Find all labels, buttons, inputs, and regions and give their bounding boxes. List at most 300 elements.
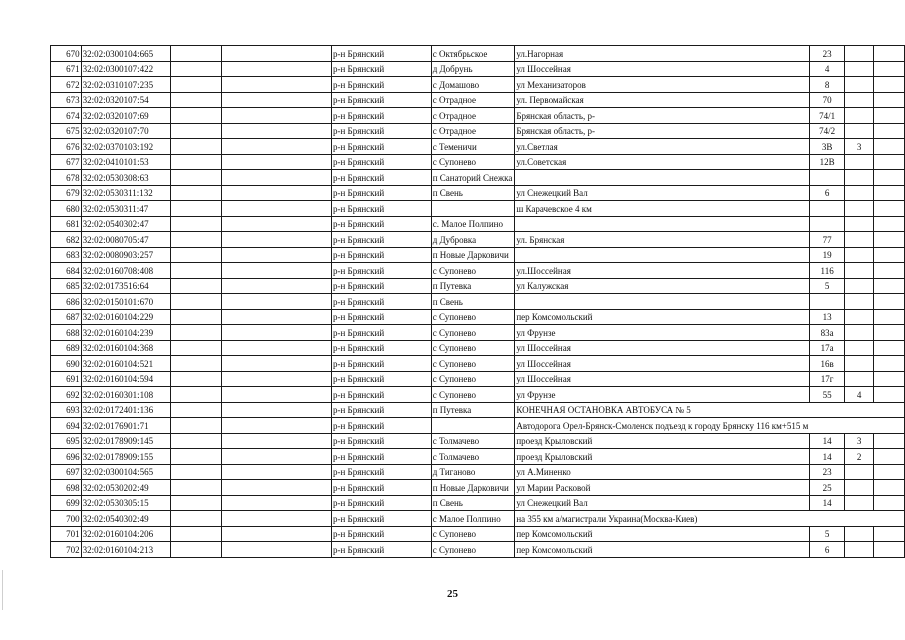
cadastral-number: 32:02:0540302:47 xyxy=(81,216,170,232)
street: ул Марии Расковой xyxy=(515,480,809,496)
apartment-number xyxy=(873,278,904,294)
district: р-н Брянский xyxy=(331,232,431,248)
street: ул Фрунзе xyxy=(515,325,809,341)
street: проезд Крыловский xyxy=(515,433,809,449)
blank-cell xyxy=(170,325,222,341)
street: пер Комсомольский xyxy=(515,526,809,542)
blank-cell xyxy=(170,123,222,139)
blank-cell xyxy=(170,170,222,186)
row-number: 683 xyxy=(51,247,82,263)
district: р-н Брянский xyxy=(331,278,431,294)
blank-cell xyxy=(170,232,222,248)
locality: с Супонево xyxy=(431,387,515,403)
apartment-number xyxy=(873,185,904,201)
building-number xyxy=(845,92,873,108)
district: р-н Брянский xyxy=(331,340,431,356)
row-number: 682 xyxy=(51,232,82,248)
district: р-н Брянский xyxy=(331,433,431,449)
address-registry-table xyxy=(50,45,905,558)
table-row xyxy=(51,387,905,403)
blank-cell xyxy=(170,278,222,294)
building-number xyxy=(845,464,873,480)
building-number xyxy=(845,356,873,372)
district: р-н Брянский xyxy=(331,46,431,62)
building-number xyxy=(845,185,873,201)
house-number xyxy=(809,201,845,217)
locality: с Толмачево xyxy=(431,449,515,465)
apartment-number xyxy=(873,464,904,480)
locality: п Санаторий Снежка xyxy=(431,170,515,186)
district: р-н Брянский xyxy=(331,108,431,124)
blank-cell xyxy=(170,154,222,170)
cadastral-number: 32:02:0160104:594 xyxy=(81,371,170,387)
apartment-number xyxy=(873,139,904,155)
locality: д Дубровка xyxy=(431,232,515,248)
street: ул Фрунзе xyxy=(515,387,809,403)
row-number: 699 xyxy=(51,495,82,511)
page-number: 25 xyxy=(447,588,458,600)
locality: с Супонево xyxy=(431,340,515,356)
table-row xyxy=(51,170,905,186)
locality: п Свень xyxy=(431,294,515,310)
cadastral-number: 32:02:0172401:136 xyxy=(81,402,170,418)
street: ул. Первомайская xyxy=(515,92,809,108)
blank-cell xyxy=(222,511,332,527)
street: ул Снежецкий Вал xyxy=(515,495,809,511)
building-number: 2 xyxy=(845,449,873,465)
building-number xyxy=(845,480,873,496)
row-number: 681 xyxy=(51,216,82,232)
street: пер Комсомольский xyxy=(515,309,809,325)
house-number xyxy=(809,216,845,232)
blank-cell xyxy=(222,170,332,186)
building-number xyxy=(845,61,873,77)
locality: с Октябрьское xyxy=(431,46,515,62)
apartment-number xyxy=(873,123,904,139)
table-row xyxy=(51,92,905,108)
house-number: 5 xyxy=(809,526,845,542)
table-row xyxy=(51,418,905,434)
row-number: 674 xyxy=(51,108,82,124)
table-row xyxy=(51,278,905,294)
cadastral-number: 32:02:0320107:70 xyxy=(81,123,170,139)
apartment-number xyxy=(873,371,904,387)
building-number xyxy=(845,402,873,418)
apartment-number xyxy=(873,92,904,108)
table-row xyxy=(51,511,905,527)
row-number: 679 xyxy=(51,185,82,201)
blank-cell xyxy=(222,371,332,387)
district: р-н Брянский xyxy=(331,495,431,511)
cadastral-number: 32:02:0410101:53 xyxy=(81,154,170,170)
blank-cell xyxy=(222,123,332,139)
blank-cell xyxy=(222,433,332,449)
locality: п Путевка xyxy=(431,402,515,418)
house-number: 83а xyxy=(809,325,845,341)
district: р-н Брянский xyxy=(331,216,431,232)
table-row xyxy=(51,123,905,139)
street: пер Комсомольский xyxy=(515,542,809,558)
building-number xyxy=(845,170,873,186)
row-number: 697 xyxy=(51,464,82,480)
blank-cell xyxy=(170,356,222,372)
row-number: 677 xyxy=(51,154,82,170)
blank-cell xyxy=(222,418,332,434)
blank-cell xyxy=(170,201,222,217)
table-row xyxy=(51,154,905,170)
blank-cell xyxy=(170,526,222,542)
apartment-number xyxy=(873,154,904,170)
blank-cell xyxy=(222,61,332,77)
apartment-number xyxy=(873,46,904,62)
blank-cell xyxy=(222,480,332,496)
street xyxy=(515,170,809,186)
table-row xyxy=(51,449,905,465)
row-number: 672 xyxy=(51,77,82,93)
street: ул Калужская xyxy=(515,278,809,294)
house-number: 3В xyxy=(809,139,845,155)
building-number xyxy=(845,154,873,170)
street: Брянская область, р- xyxy=(515,123,809,139)
table-row xyxy=(51,542,905,558)
apartment-number xyxy=(873,511,904,527)
locality: с Супонево xyxy=(431,371,515,387)
table-row xyxy=(51,294,905,310)
blank-cell xyxy=(170,216,222,232)
district: р-н Брянский xyxy=(331,294,431,310)
cadastral-number: 32:02:0178909:145 xyxy=(81,433,170,449)
street: на 355 км а/магистрали Украина(Москва-Киев) xyxy=(515,511,809,527)
blank-cell xyxy=(170,61,222,77)
district: р-н Брянский xyxy=(331,464,431,480)
blank-cell xyxy=(222,201,332,217)
building-number xyxy=(845,46,873,62)
apartment-number xyxy=(873,232,904,248)
blank-cell xyxy=(222,92,332,108)
house-number xyxy=(809,294,845,310)
apartment-number xyxy=(873,294,904,310)
blank-cell xyxy=(170,402,222,418)
building-number xyxy=(845,123,873,139)
building-number xyxy=(845,216,873,232)
cadastral-number: 32:02:0160301:108 xyxy=(81,387,170,403)
table-row xyxy=(51,139,905,155)
street xyxy=(515,247,809,263)
district: р-н Брянский xyxy=(331,542,431,558)
table-row xyxy=(51,371,905,387)
locality: с Супонево xyxy=(431,263,515,279)
blank-cell xyxy=(170,340,222,356)
locality: с Супонево xyxy=(431,542,515,558)
street: ш Карачевское 4 км xyxy=(515,201,809,217)
locality: с Домашово xyxy=(431,77,515,93)
blank-cell xyxy=(222,185,332,201)
street: ул Механизаторов xyxy=(515,77,809,93)
apartment-number xyxy=(873,201,904,217)
row-number: 700 xyxy=(51,511,82,527)
blank-cell xyxy=(170,139,222,155)
locality xyxy=(431,418,515,434)
row-number: 698 xyxy=(51,480,82,496)
house-number: 5 xyxy=(809,278,845,294)
blank-cell xyxy=(222,139,332,155)
locality: п Новые Дарковичи xyxy=(431,247,515,263)
table-row xyxy=(51,185,905,201)
street: ул.Шоссейная xyxy=(515,263,809,279)
locality: с Супонево xyxy=(431,526,515,542)
blank-cell xyxy=(222,108,332,124)
row-number: 675 xyxy=(51,123,82,139)
building-number xyxy=(845,247,873,263)
house-number: 116 xyxy=(809,263,845,279)
apartment-number xyxy=(873,356,904,372)
street xyxy=(515,294,809,310)
street: ул Шоссейная xyxy=(515,61,809,77)
blank-cell xyxy=(222,387,332,403)
blank-cell xyxy=(222,77,332,93)
district: р-н Брянский xyxy=(331,402,431,418)
row-number: 678 xyxy=(51,170,82,186)
blank-cell xyxy=(222,309,332,325)
street: ул Шоссейная xyxy=(515,371,809,387)
building-number xyxy=(845,371,873,387)
apartment-number xyxy=(873,418,904,434)
table-row xyxy=(51,61,905,77)
blank-cell xyxy=(170,464,222,480)
row-number: 680 xyxy=(51,201,82,217)
blank-cell xyxy=(170,387,222,403)
blank-cell xyxy=(170,511,222,527)
building-number xyxy=(845,309,873,325)
table-row xyxy=(51,232,905,248)
house-number: 12В xyxy=(809,154,845,170)
locality: с Малое Полпино xyxy=(431,511,515,527)
table-row xyxy=(51,201,905,217)
cadastral-number: 32:02:0160104:229 xyxy=(81,309,170,325)
locality: д Добрунь xyxy=(431,61,515,77)
apartment-number xyxy=(873,449,904,465)
row-number: 676 xyxy=(51,139,82,155)
building-number xyxy=(845,325,873,341)
locality: с Супонево xyxy=(431,309,515,325)
row-number: 687 xyxy=(51,309,82,325)
blank-cell xyxy=(170,371,222,387)
table-row xyxy=(51,46,905,62)
street: КОНЕЧНАЯ ОСТАНОВКА АВТОБУСА № 5 xyxy=(515,402,809,418)
cadastral-number: 32:02:0320107:54 xyxy=(81,92,170,108)
building-number xyxy=(845,340,873,356)
street: ул.Нагорная xyxy=(515,46,809,62)
building-number: 4 xyxy=(845,387,873,403)
district: р-н Брянский xyxy=(331,170,431,186)
row-number: 686 xyxy=(51,294,82,310)
building-number xyxy=(845,201,873,217)
table-row xyxy=(51,433,905,449)
house-number: 6 xyxy=(809,542,845,558)
locality: п Свень xyxy=(431,495,515,511)
district: р-н Брянский xyxy=(331,371,431,387)
district: р-н Брянский xyxy=(331,201,431,217)
row-number: 670 xyxy=(51,46,82,62)
street: Автодорога Орел-Брянск-Смоленск подъезд к городу Брянску 116 км+515 м xyxy=(515,418,809,434)
locality: с Отрадное xyxy=(431,92,515,108)
cadastral-number: 32:02:0530311:132 xyxy=(81,185,170,201)
building-number xyxy=(845,108,873,124)
district: р-н Брянский xyxy=(331,449,431,465)
street: проезд Крыловский xyxy=(515,449,809,465)
house-number: 14 xyxy=(809,433,845,449)
row-number: 685 xyxy=(51,278,82,294)
apartment-number xyxy=(873,526,904,542)
table-row xyxy=(51,263,905,279)
locality: с Супонево xyxy=(431,154,515,170)
apartment-number xyxy=(873,247,904,263)
locality: с. Малое Полпино xyxy=(431,216,515,232)
building-number xyxy=(845,278,873,294)
table-row xyxy=(51,309,905,325)
blank-cell xyxy=(222,464,332,480)
cadastral-number: 32:02:0080903:257 xyxy=(81,247,170,263)
row-number: 694 xyxy=(51,418,82,434)
blank-cell xyxy=(222,325,332,341)
street: ул.Светлая xyxy=(515,139,809,155)
house-number: 23 xyxy=(809,464,845,480)
cadastral-number: 32:02:0300104:565 xyxy=(81,464,170,480)
cadastral-number: 32:02:0160104:521 xyxy=(81,356,170,372)
house-number xyxy=(809,418,845,434)
district: р-н Брянский xyxy=(331,418,431,434)
cadastral-number: 32:02:0176901:71 xyxy=(81,418,170,434)
row-number: 690 xyxy=(51,356,82,372)
cadastral-number: 32:02:0160104:368 xyxy=(81,340,170,356)
blank-cell xyxy=(222,247,332,263)
blank-cell xyxy=(170,433,222,449)
row-number: 688 xyxy=(51,325,82,341)
apartment-number xyxy=(873,433,904,449)
house-number xyxy=(809,170,845,186)
street: ул.Советская xyxy=(515,154,809,170)
district: р-н Брянский xyxy=(331,139,431,155)
apartment-number xyxy=(873,61,904,77)
cadastral-number: 32:02:0160104:213 xyxy=(81,542,170,558)
district: р-н Брянский xyxy=(331,511,431,527)
district: р-н Брянский xyxy=(331,356,431,372)
building-number xyxy=(845,294,873,310)
house-number: 17г xyxy=(809,371,845,387)
building-number xyxy=(845,263,873,279)
blank-cell xyxy=(170,542,222,558)
district: р-н Брянский xyxy=(331,526,431,542)
district: р-н Брянский xyxy=(331,309,431,325)
house-number: 14 xyxy=(809,449,845,465)
table-row xyxy=(51,402,905,418)
blank-cell xyxy=(222,263,332,279)
blank-cell xyxy=(170,108,222,124)
building-number xyxy=(845,232,873,248)
apartment-number xyxy=(873,170,904,186)
house-number: 19 xyxy=(809,247,845,263)
locality: п Путевка xyxy=(431,278,515,294)
house-number: 16в xyxy=(809,356,845,372)
blank-cell xyxy=(170,309,222,325)
street: ул Снежецкий Вал xyxy=(515,185,809,201)
district: р-н Брянский xyxy=(331,185,431,201)
blank-cell xyxy=(222,495,332,511)
apartment-number xyxy=(873,325,904,341)
row-number: 693 xyxy=(51,402,82,418)
apartment-number xyxy=(873,309,904,325)
cadastral-number: 32:02:0160104:206 xyxy=(81,526,170,542)
street xyxy=(515,216,809,232)
cadastral-number: 32:02:0300104:665 xyxy=(81,46,170,62)
cadastral-number: 32:02:0080705:47 xyxy=(81,232,170,248)
house-number: 77 xyxy=(809,232,845,248)
blank-cell xyxy=(170,185,222,201)
blank-cell xyxy=(170,92,222,108)
apartment-number xyxy=(873,216,904,232)
cadastral-number: 32:02:0160708:408 xyxy=(81,263,170,279)
apartment-number xyxy=(873,108,904,124)
cadastral-number: 32:02:0530202:49 xyxy=(81,480,170,496)
house-number: 6 xyxy=(809,185,845,201)
building-number: 3 xyxy=(845,433,873,449)
blank-cell xyxy=(170,418,222,434)
row-number: 696 xyxy=(51,449,82,465)
district: р-н Брянский xyxy=(331,61,431,77)
blank-cell xyxy=(170,480,222,496)
district: р-н Брянский xyxy=(331,247,431,263)
house-number: 8 xyxy=(809,77,845,93)
district: р-н Брянский xyxy=(331,263,431,279)
table-row xyxy=(51,325,905,341)
table-row xyxy=(51,108,905,124)
street: Брянская область, р- xyxy=(515,108,809,124)
row-number: 695 xyxy=(51,433,82,449)
blank-cell xyxy=(222,46,332,62)
blank-cell xyxy=(222,542,332,558)
cadastral-number: 32:02:0300107:422 xyxy=(81,61,170,77)
locality: п Новые Дарковичи xyxy=(431,480,515,496)
building-number xyxy=(845,511,873,527)
row-number: 692 xyxy=(51,387,82,403)
locality: с Супонево xyxy=(431,356,515,372)
blank-cell xyxy=(170,263,222,279)
row-number: 691 xyxy=(51,371,82,387)
blank-cell xyxy=(170,247,222,263)
apartment-number xyxy=(873,77,904,93)
house-number: 14 xyxy=(809,495,845,511)
house-number: 74/2 xyxy=(809,123,845,139)
house-number xyxy=(809,402,845,418)
blank-cell xyxy=(222,449,332,465)
cadastral-number: 32:02:0310107:235 xyxy=(81,77,170,93)
table-row xyxy=(51,526,905,542)
blank-cell xyxy=(222,154,332,170)
cadastral-number: 32:02:0150101:670 xyxy=(81,294,170,310)
blank-cell xyxy=(222,526,332,542)
locality: с Теменичи xyxy=(431,139,515,155)
table-row xyxy=(51,77,905,93)
apartment-number xyxy=(873,542,904,558)
building-number: 3 xyxy=(845,139,873,155)
row-number: 689 xyxy=(51,340,82,356)
house-number: 4 xyxy=(809,61,845,77)
district: р-н Брянский xyxy=(331,154,431,170)
district: р-н Брянский xyxy=(331,92,431,108)
house-number: 70 xyxy=(809,92,845,108)
building-number xyxy=(845,418,873,434)
cadastral-number: 32:02:0540302:49 xyxy=(81,511,170,527)
